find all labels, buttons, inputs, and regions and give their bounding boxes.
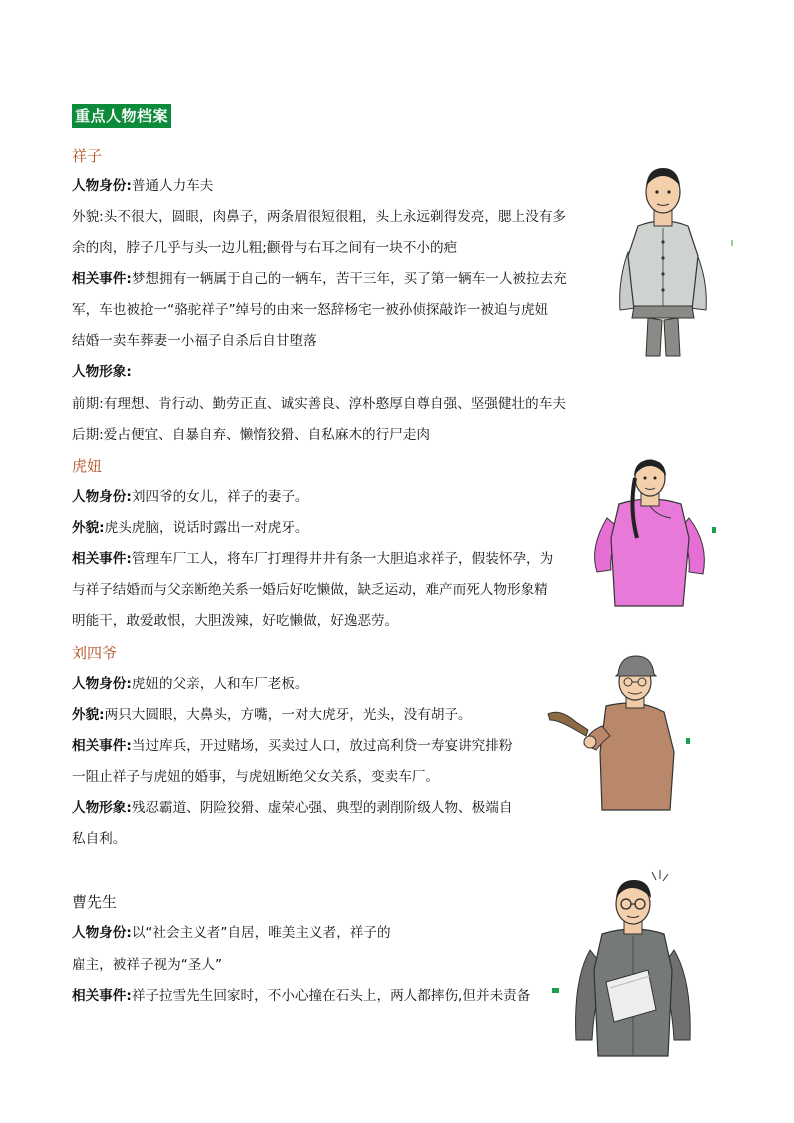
text-line <box>72 176 213 196</box>
field-label: 相关事件: <box>72 271 132 287</box>
text-line <box>72 611 398 631</box>
field-label: 外貌: <box>72 707 105 723</box>
field-label: 人物身份: <box>72 178 132 194</box>
liusiye-illustration <box>546 652 678 812</box>
text-line <box>72 394 566 414</box>
decorative-mark <box>712 527 716 533</box>
text-line <box>72 674 309 694</box>
field-text: 军，车也被抢一“骆驼祥子”绰号的由来一怒辞杨宅一被孙侦探敲诈一被迫与虎妞 <box>72 302 549 318</box>
section-banner: 重点人物档案 <box>72 104 171 128</box>
text-line <box>72 549 553 569</box>
text-line <box>72 986 530 1006</box>
text-line <box>72 238 457 258</box>
text-line <box>72 518 309 538</box>
text-line <box>72 487 309 507</box>
caoxiansheng-illustration <box>568 870 698 1060</box>
field-text: 私自利。 <box>72 831 127 847</box>
character-name-huniu: 虎妞 <box>72 457 103 475</box>
field-text: 以“社会主义者”自居，唯美主义者，祥子的 <box>131 925 391 941</box>
text-line <box>72 955 222 975</box>
field-text: 当过库兵，开过赌场，买卖过人口，放过高利贷一寿宴讲究排粉 <box>131 738 513 754</box>
field-label: 人物形象: <box>72 800 132 816</box>
text-line <box>72 736 512 756</box>
text-line <box>72 207 566 227</box>
field-text: 外貌:头不很大，圆眼，肉鼻子，两条眉很短很粗，头上永远剃得发亮，腮上没有多 <box>72 209 566 225</box>
field-text: 普通人力车夫 <box>131 178 214 194</box>
text-line <box>72 362 132 382</box>
text-line <box>72 705 472 725</box>
text-line <box>72 829 126 849</box>
field-text: 后期:爱占便宜、自暴自弃、懒惰狡猾、自私麻木的行尸走肉 <box>72 427 431 443</box>
decorative-mark <box>552 988 559 993</box>
field-text: 梦想拥有一辆属于自己的一辆车，苦干三年，买了第一辆车一人被拉去充 <box>131 271 567 287</box>
xiangzi-illustration <box>598 160 728 360</box>
field-label: 外貌: <box>72 520 105 536</box>
text-line <box>72 798 512 818</box>
field-text: 两只大圆眼，大鼻头，方嘴，一对大虎牙，光头，没有胡子。 <box>104 707 472 723</box>
text-line <box>72 923 391 943</box>
field-text: 雇主，被祥子视为“圣人” <box>72 957 223 973</box>
text-line <box>72 425 430 445</box>
field-label: 相关事件: <box>72 988 132 1004</box>
decorative-mark <box>686 738 690 744</box>
text-line <box>72 767 439 787</box>
field-text: 残忍霸道、阴险狡猾、虚荣心强、典型的剥削阶级人物、极端自 <box>131 800 513 816</box>
field-text: 前期:有理想、肯行动、勤劳正直、诚实善良、淳朴憨厚自尊自强、坚强健壮的车夫 <box>72 396 566 412</box>
character-name-liusiye: 刘四爷 <box>72 644 118 662</box>
field-text: 管理车厂工人，将车厂打理得井井有条一大胆追求祥子，假装怀孕，为 <box>131 551 554 567</box>
field-text: 结婚一卖车葬妻一小福子自杀后自甘堕落 <box>72 333 317 349</box>
text-line <box>72 331 317 351</box>
huniu-illustration <box>585 458 715 608</box>
field-text: 一阻止祥子与虎妞的婚事，与虎妞断绝父女关系，变卖车厂。 <box>72 769 440 785</box>
character-name-caoxiansheng: 曹先生 <box>72 893 118 911</box>
field-label: 相关事件: <box>72 551 132 567</box>
field-label: 人物身份: <box>72 676 132 692</box>
field-text: 余的肉，脖子几乎与头一边儿粗;颧骨与右耳之间有一块不小的疤 <box>72 240 458 256</box>
field-text: 与祥子结婚而与父亲断绝关系一婚后好吃懒做，缺乏运动，难产而死人物形象精 <box>72 582 548 598</box>
field-text: 祥子拉雪先生回家时，不小心撞在石头上，两人都摔伤,但并未责备 <box>131 988 531 1004</box>
decorative-mark <box>731 240 733 246</box>
field-text: 虎头虎脑，说话时露出一对虎牙。 <box>104 520 309 536</box>
character-name-xiangzi: 祥子 <box>72 147 103 165</box>
field-text: 刘四爷的女儿，祥子的妻子。 <box>131 489 309 505</box>
field-text: 虎妞的父亲，人和车厂老板。 <box>131 676 309 692</box>
text-line <box>72 269 567 289</box>
field-label: 相关事件: <box>72 738 132 754</box>
field-text: 明能干，敢爱敢恨，大胆泼辣，好吃懒做，好逸恶劳。 <box>72 613 399 629</box>
field-label: 人物身份: <box>72 489 132 505</box>
text-line <box>72 580 548 600</box>
field-label: 人物形象: <box>72 364 132 380</box>
text-line <box>72 300 548 320</box>
field-label: 人物身份: <box>72 925 132 941</box>
